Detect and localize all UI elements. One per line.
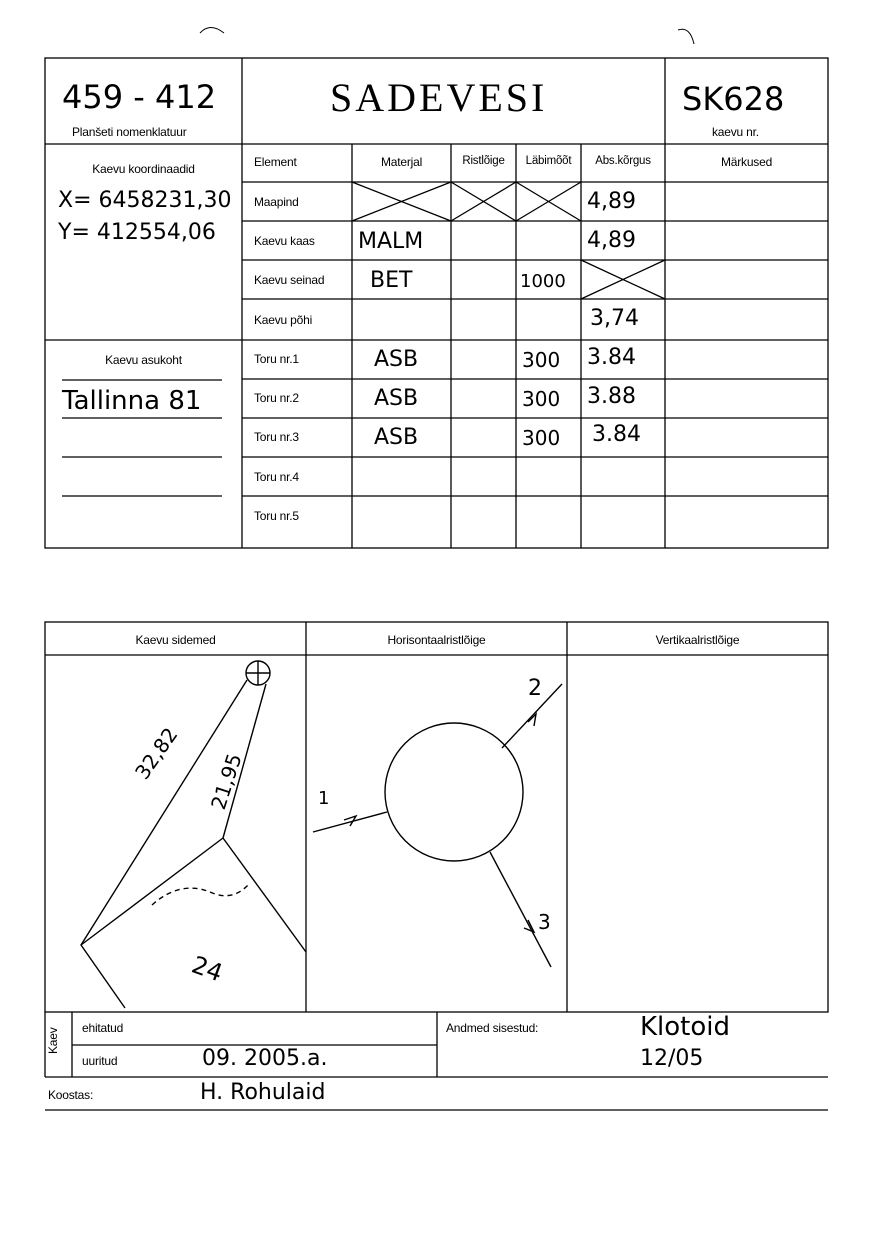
row-element: Kaevu kaas <box>254 234 315 248</box>
row-element: Toru nr.1 <box>254 352 299 366</box>
row-abs-height: 4,89 <box>587 189 636 214</box>
compiled-value: H. Rohulaid <box>200 1080 326 1105</box>
coordinate-y: Y= 412554,06 <box>58 220 216 245</box>
horizontal-section-header: Horisontaalristlõige <box>387 633 486 647</box>
row-material: ASB <box>374 347 419 372</box>
coordinates-label: Kaevu koordinaadid <box>92 162 195 176</box>
row-abs-height: 3,74 <box>590 306 639 331</box>
location-label: Kaevu asukoht <box>105 353 182 367</box>
surveyed-value: 09. 2005.a. <box>202 1046 328 1071</box>
row-diameter: 300 <box>522 348 561 372</box>
data-entered-name: Klotoid <box>640 1012 731 1042</box>
distance-label: 32,82 <box>130 723 183 784</box>
distance-label: 21,95 <box>206 750 247 813</box>
row-element: Kaevu seinad <box>254 273 325 287</box>
built-label: ehitatud <box>82 1021 124 1035</box>
row-abs-height: 3.88 <box>587 384 636 409</box>
row-abs-height: 3.84 <box>592 422 641 447</box>
row-material: ASB <box>374 386 419 411</box>
row-abs-height: 4,89 <box>587 228 636 253</box>
data-entered-date: 12/05 <box>640 1046 704 1071</box>
col-header-notes: Märkused <box>720 155 773 169</box>
row-abs-height: 3.84 <box>587 345 636 370</box>
coordinate-x: X= 6458231,30 <box>58 188 232 213</box>
row-diameter: 300 <box>522 387 561 411</box>
well-side-label: Kaev <box>46 1027 60 1054</box>
col-header-abs-height: Abs.kõrgus <box>595 155 651 167</box>
plan-number: 459 - 412 <box>62 78 217 116</box>
row-material: BET <box>370 268 413 293</box>
row-element: Maapind <box>254 195 299 209</box>
row-material: MALM <box>358 229 424 254</box>
pipe-number-label: 3 <box>538 910 551 934</box>
horizontal-section-sketch <box>313 684 562 967</box>
row-element: Toru nr.4 <box>254 470 299 484</box>
vertical-section-header: Vertikaalristlõige <box>655 633 740 647</box>
distance-label: 24 <box>188 950 227 988</box>
location-value: Tallinna 81 <box>62 386 202 416</box>
ties-header: Kaevu sidemed <box>135 633 216 647</box>
col-header-element: Element <box>254 155 297 169</box>
data-entered-label: Andmed sisestud: <box>446 1021 539 1035</box>
page-title: SADEVESI <box>330 75 548 120</box>
well-number-label: kaevu nr. <box>712 125 759 139</box>
row-element: Toru nr.5 <box>254 509 299 523</box>
ties-sketch <box>81 661 306 1008</box>
row-diameter: 1000 <box>520 271 566 292</box>
row-element: Toru nr.2 <box>254 391 299 405</box>
pipe-number-label: 1 <box>318 788 330 809</box>
col-header-cross-section: Ristlõige <box>462 155 505 167</box>
row-material: ASB <box>374 425 419 450</box>
pipe-number-label: 2 <box>528 676 542 701</box>
col-header-diameter: Läbimõõt <box>525 155 572 167</box>
plan-label: Planšeti nomenklatuur <box>72 125 187 139</box>
row-element: Kaevu põhi <box>254 313 313 327</box>
row-diameter: 300 <box>522 426 561 450</box>
well-number: SK628 <box>682 80 785 118</box>
col-header-material: Materjal <box>380 155 423 169</box>
surveyed-label: uuritud <box>82 1054 118 1068</box>
row-element: Toru nr.3 <box>254 430 299 444</box>
compiled-label: Koostas: <box>48 1088 94 1102</box>
